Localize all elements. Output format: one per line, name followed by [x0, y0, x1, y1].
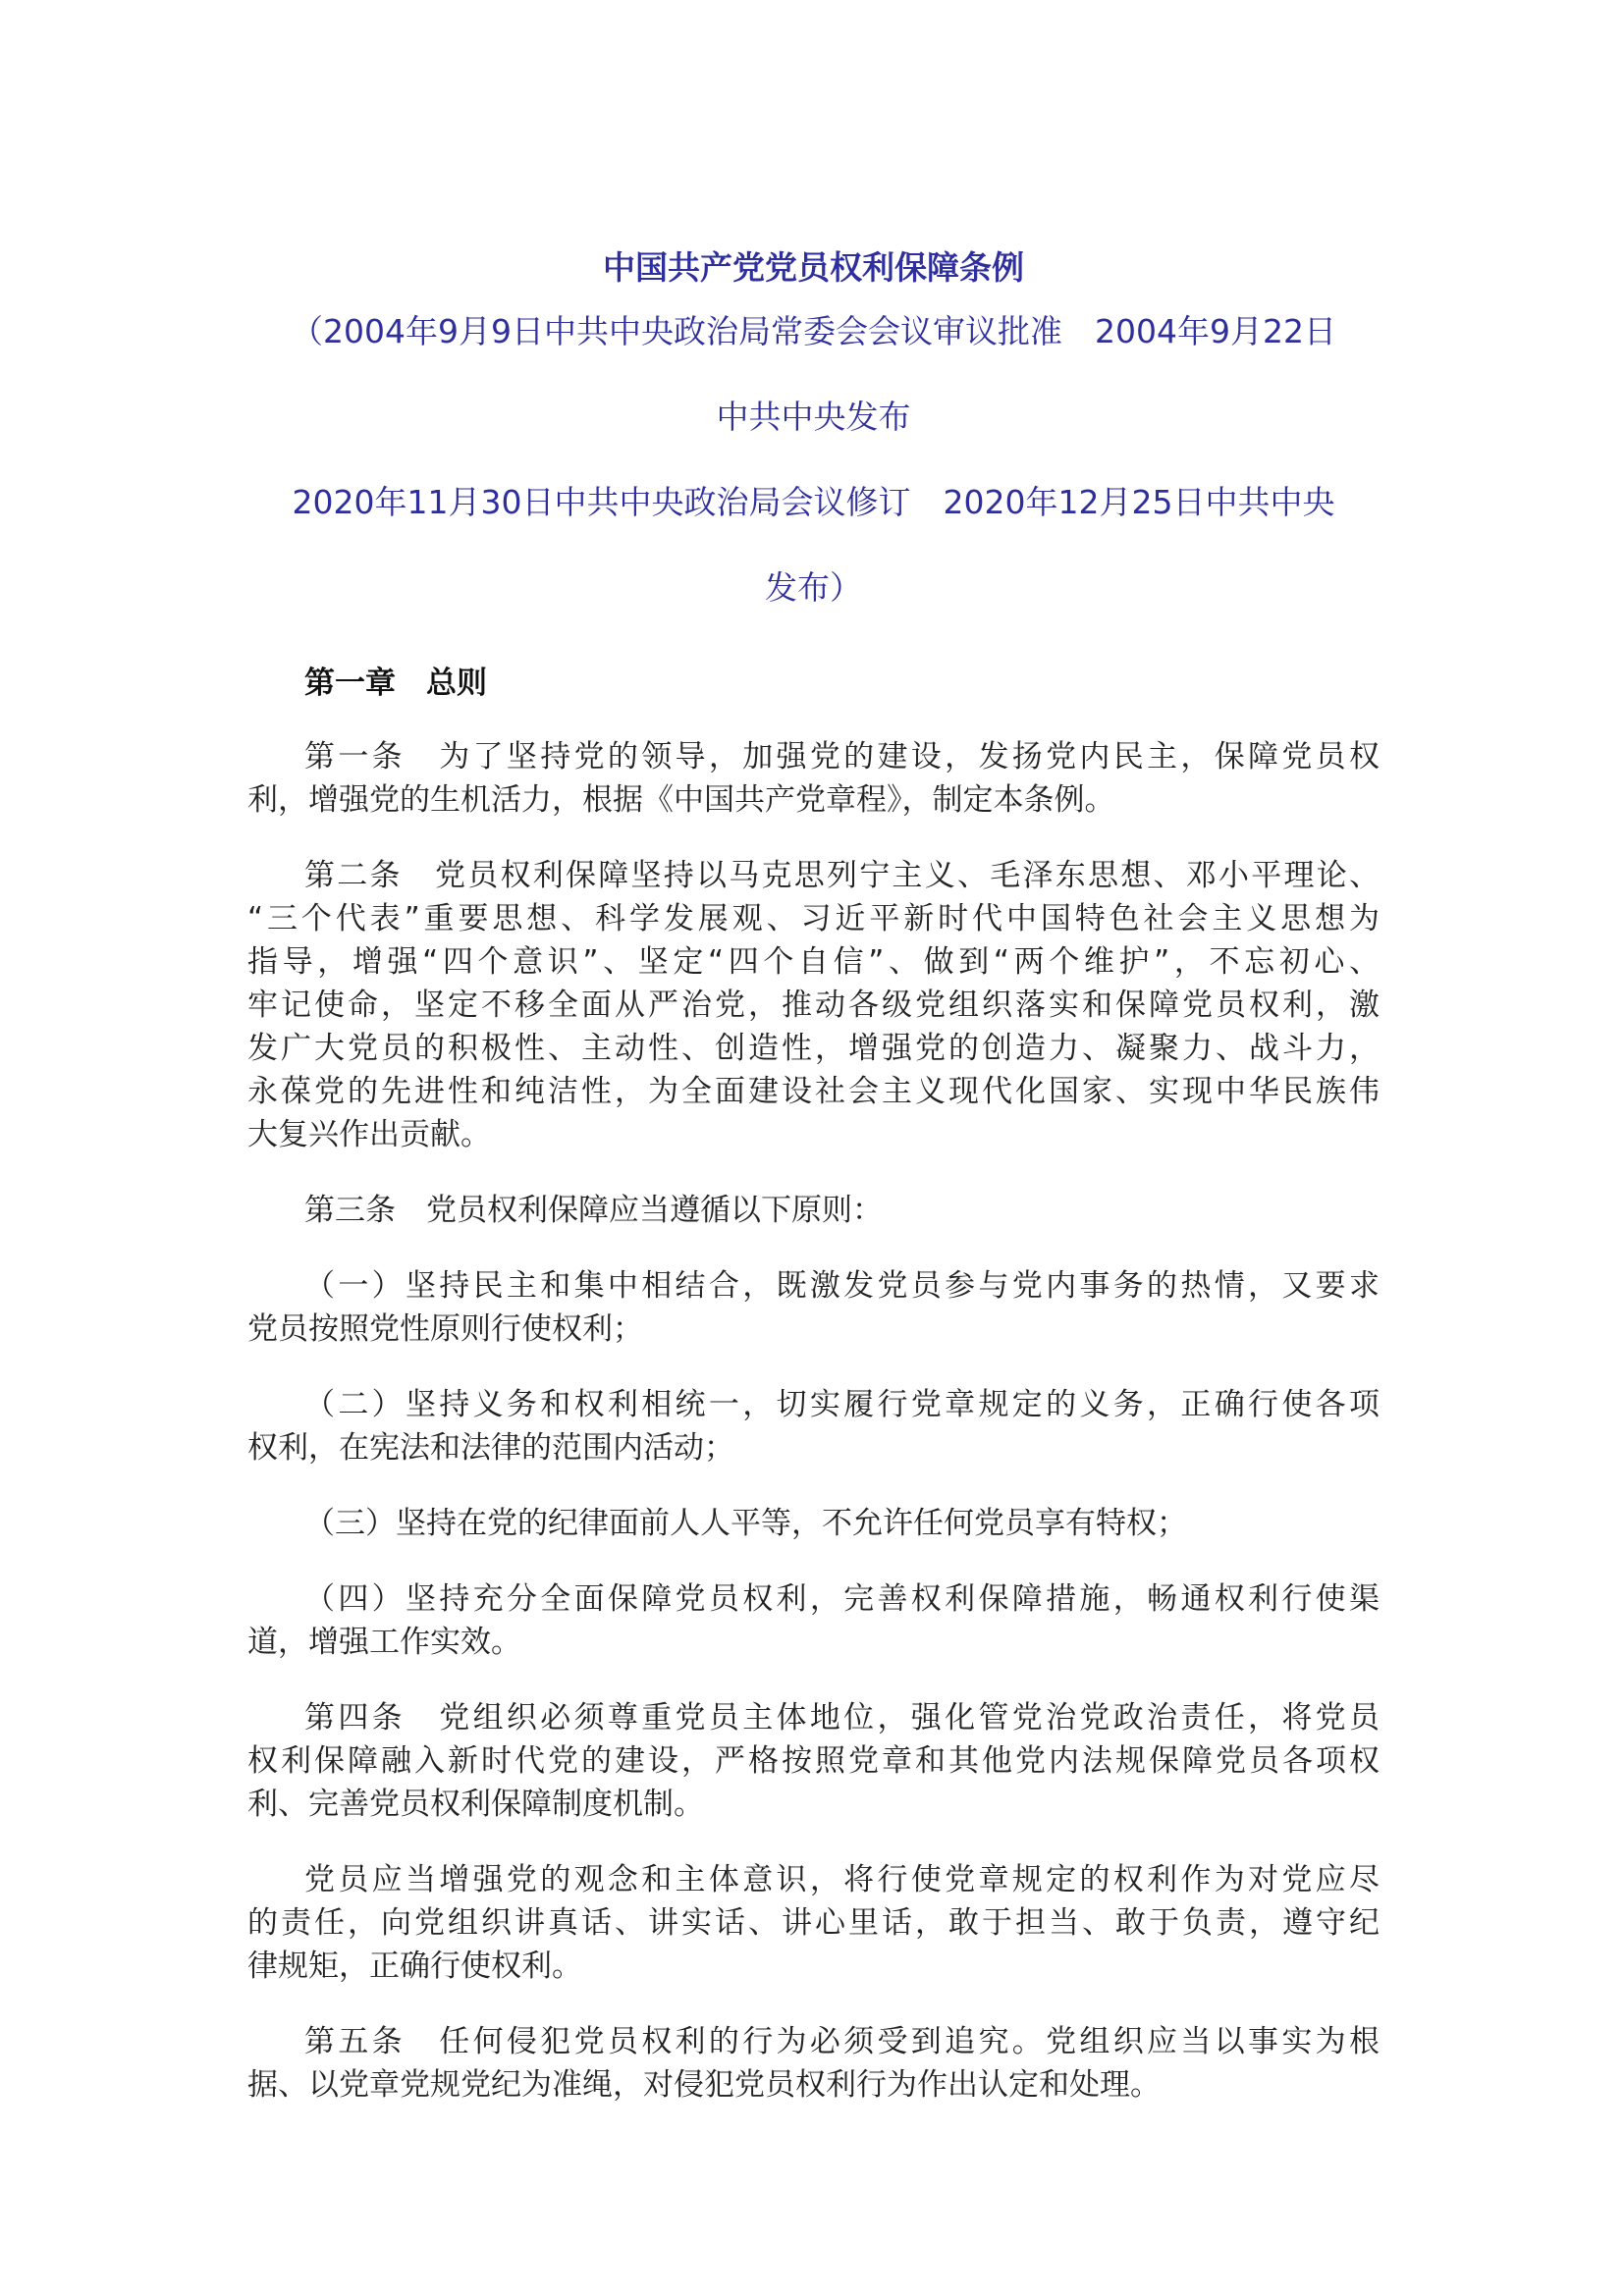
document-body [247, 735, 1380, 2107]
paragraph-line: 权利，在宪法和法律的范围内活动； [247, 1430, 734, 1466]
article-paragraph [247, 1577, 1380, 1664]
paragraph-line: 第二条 党员权利保障坚持以马克思列宁主义、毛泽东思想、邓小平理论、 [304, 858, 1380, 893]
paragraph-line: 党员应当增强党的观念和主体意识，将行使党章规定的权利作为对党应尽 [304, 1862, 1380, 1897]
article-paragraph [247, 1189, 1380, 1232]
article-paragraph [247, 1502, 1380, 1545]
paragraph-line: 利，增强党的生机活力，根据《中国共产党章程》，制定本条例。 [247, 782, 1115, 818]
article-paragraph [247, 1383, 1380, 1469]
article-paragraph [247, 854, 1380, 1156]
paragraph-line: 发广大党员的积极性、主动性、创造性，增强党的创造力、凝聚力、战斗力， [247, 1031, 1380, 1066]
paragraph-line: 第一条 为了坚持党的领导，加强党的建设，发扬党内民主，保障党员权 [304, 739, 1380, 774]
paragraph-line: 的责任，向党组织讲真话、讲实话、讲心里话，敢于担当、敢于负责，遵守纪 [247, 1905, 1380, 1941]
paragraph-line: 党员按照党性原则行使权利； [247, 1311, 643, 1347]
paragraph-line: 道，增强工作实效。 [247, 1625, 521, 1660]
article-paragraph [247, 1264, 1380, 1351]
paragraph-line: 大复兴作出贡献。 [247, 1117, 491, 1152]
paragraph-line: 永葆党的先进性和纯洁性，为全面建设社会主义现代化国家、实现中华民族伟 [247, 1074, 1380, 1109]
paragraph-line: 第四条 党组织必须尊重党员主体地位，强化管党治党政治责任，将党员 [304, 1700, 1380, 1735]
header-line: 发布） [765, 568, 862, 607]
paragraph-line: 第五条 任何侵犯党员权利的行为必须受到追究。党组织应当以事实为根 [304, 2024, 1380, 2059]
paragraph-line: （一）坚持民主和集中相结合，既激发党员参与党内事务的热情，又要求 [304, 1268, 1380, 1304]
document-title: 中国共产党党员权利保障条例 [603, 248, 1024, 287]
paragraph-line: （四）坚持充分全面保障党员权利，完善权利保障措施，畅通权利行使渠 [304, 1581, 1380, 1617]
header-line: 中共中央发布 [716, 398, 911, 436]
paragraph-line: （三）坚持在党的纪律面前人人平等，不允许任何党员享有特权； [304, 1506, 1187, 1541]
paragraph-line: 第三条 党员权利保障应当遵循以下原则： [304, 1193, 883, 1228]
paragraph-line: 权利保障融入新时代党的建设，严格按照党章和其他党内法规保障党员各项权 [247, 1743, 1380, 1779]
paragraph-line: （二）坚持义务和权利相统一，切实履行党章规定的义务，正确行使各项 [304, 1387, 1380, 1422]
paragraph-line: 指导，增强“四个意识”、坚定“四个自信”、做到“两个维护”，不忘初心、 [247, 944, 1380, 980]
paragraph-line: “三个代表”重要思想、科学发展观、习近平新时代中国特色社会主义思想为 [247, 901, 1380, 936]
header-line: 2020年11月30日中共中央政治局会议修订 2020年12月25日中共中央 [292, 483, 1335, 521]
document-page [247, 246, 1380, 2107]
article-paragraph [247, 735, 1380, 822]
paragraph-line: 利、完善党员权利保障制度机制。 [247, 1787, 704, 1822]
paragraph-line: 牢记使命，坚定不移全面从严治党，推动各级党组织落实和保障党员权利，激 [247, 988, 1380, 1023]
article-paragraph [247, 1696, 1380, 1826]
chapter-heading: 第一章 总则 [304, 666, 487, 701]
paragraph-line: 据、以党章党规党纪为准绳，对侵犯党员权利行为作出认定和处理。 [247, 2067, 1161, 2103]
article-paragraph [247, 2020, 1380, 2107]
paragraph-line: 律规矩，正确行使权利。 [247, 1949, 582, 1984]
header-line: （2004年9月9日中共中央政治局常委会会议审议批准 2004年9月22日 [291, 312, 1336, 350]
article-paragraph [247, 1858, 1380, 1988]
